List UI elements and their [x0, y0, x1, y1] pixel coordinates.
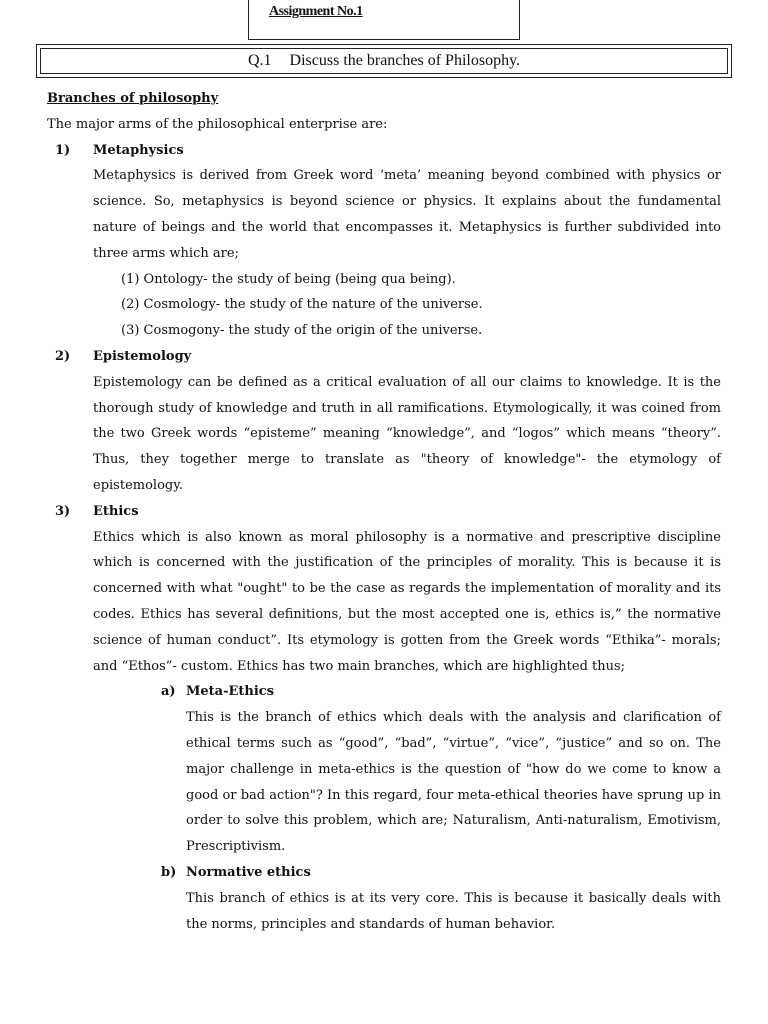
subsection-title-normative-ethics: [47, 860, 721, 886]
subsection-label: a): [161, 684, 176, 700]
list-item: (3) Cosmogony- the study of the origin of the universe.: [121, 323, 483, 339]
section-title-text: Metaphysics: [93, 142, 184, 158]
subsection-title-meta-ethics: [47, 679, 721, 705]
section-title-text: Epistemology: [93, 348, 192, 364]
section-title-metaphysics: [47, 138, 721, 164]
normative-ethics-paragraph: This branch of ethics is at its very core. This is because it basically deals with the norms, principles and standards of human behavior.: [186, 890, 721, 932]
intro-text: The major arms of the philosophical enterprise are:: [47, 116, 388, 132]
section-title-text: Ethics: [93, 503, 139, 519]
meta-ethics-paragraph: This is the branch of ethics which deals with the analysis and clarification of ethical terms such as “good”, “bad”, “virtue”, “vice”, “justice” and so on. The major challenge in meta-ethics is the question of "how do we come to know a good or bad action"? In this regard, four meta-ethical theories have sprung up in order to solve this problem, which are; Naturalism, Anti-naturalism, Emotivism, Prescriptivism.: [186, 710, 721, 855]
subsection-title-text: Meta-Ethics: [186, 684, 275, 700]
section-number: 1): [55, 142, 71, 158]
question-text: Discuss the branches of Philosophy.: [289, 52, 521, 69]
list-item: (1) Ontology- the study of being (being qua being).: [121, 271, 456, 287]
question-number: Q.1: [247, 52, 272, 69]
list-item: (2) Cosmology- the study of the nature of the universe.: [121, 297, 483, 313]
epistemology-paragraph: Epistemology can be defined as a critical evaluation of all our claims to knowledge. It is the thorough study of knowledge and truth in all ramifications. Etymologically, it was coined from the two Greek words “episteme” meaning “knowledge”, and “logos” which means “theory”. Thus, they together merge to translate as "theory of knowledge"- the etymology of epistemology.: [93, 374, 721, 493]
section-heading: Branches of philosophy: [47, 91, 219, 106]
subsection-label: b): [161, 864, 177, 880]
question-box: [36, 44, 732, 78]
metaphysics-paragraph: Metaphysics is derived from Greek word ‘meta’ meaning beyond combined with physics or science. So, metaphysics is beyond science or physics. It explains about the fundamental nature of beings and the world that encompasses it. Metaphysics is further subdivided into three arms which are;: [93, 168, 721, 261]
section-title-epistemology: [47, 344, 721, 370]
assignment-label-box: [248, 0, 520, 40]
subsection-title-text: Normative ethics: [186, 864, 311, 880]
assignment-label: Assignment No.1: [269, 4, 363, 19]
document-body: [47, 86, 721, 937]
section-number: 3): [55, 503, 71, 519]
question-title: [40, 48, 728, 74]
ethics-paragraph: Ethics which is also known as moral philosophy is a normative and prescriptive discipline which is concerned with the justification of the principles of morality. This is because it is concerned with what "ought" to be the case as regards the implementation of morality and its codes. Ethics has several definitions, but the most accepted one is, ethics is,” the normative science of human conduct”. Its etymology is gotten from the Greek words “Ethika”- morals; and “Ethos”- custom. Ethics has two main branches, which are highlighted thus;: [93, 529, 721, 674]
section-number: 2): [55, 348, 71, 364]
section-title-ethics: [47, 499, 721, 525]
